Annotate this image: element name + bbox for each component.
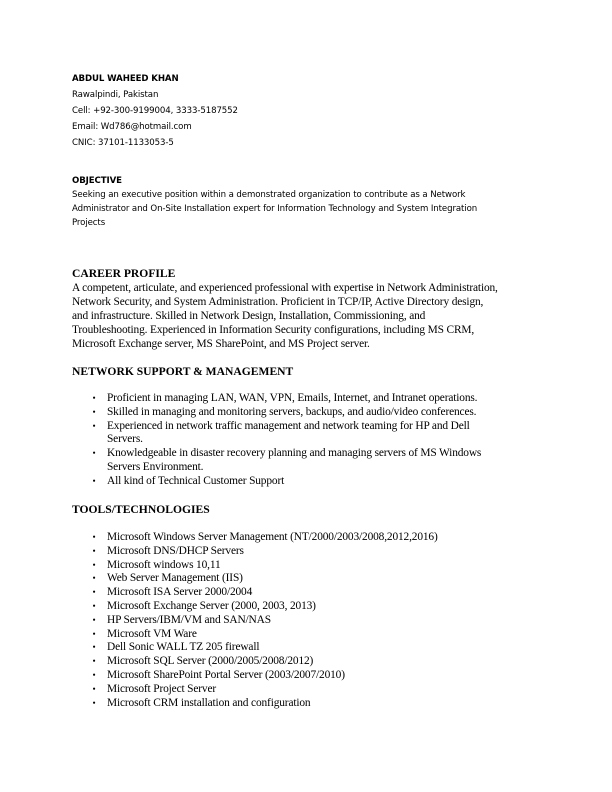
objective-heading: OBJECTIVE	[72, 176, 122, 186]
list-item-text: Web Server Management (IIS)	[107, 572, 243, 585]
list-item	[72, 614, 542, 628]
objective-line: Administrator and On-Site Installation expert for Information Technology and System Integration	[72, 204, 478, 214]
list-item-text: Skilled in managing and monitoring servers, backups, and audio/video conferences.	[107, 405, 477, 418]
bullet-icon: •	[92, 669, 96, 680]
tools-technologies-list	[72, 531, 542, 710]
bullet-icon: •	[92, 532, 96, 542]
tools-technologies-heading: TOOLS/TECHNOLOGIES	[72, 503, 210, 516]
list-item-text: Knowledgeable in disaster recovery planning and managing servers of MS Windows	[107, 447, 482, 460]
career-profile-line: Microsoft Exchange server, MS SharePoint, and MS Project server.	[72, 338, 370, 350]
career-profile-section	[72, 267, 542, 351]
list-item	[72, 559, 542, 573]
list-item	[72, 628, 542, 642]
list-item-text: Microsoft Exchange Server (2000, 2003, 2013)	[107, 599, 316, 612]
list-item	[72, 392, 542, 406]
list-item	[72, 697, 542, 711]
list-item-text: Microsoft Project Server	[107, 682, 217, 695]
list-item-text: Proficient in managing LAN, WAN, VPN, Emails, Internet, and Intranet operations.	[107, 392, 478, 404]
list-item	[72, 683, 542, 697]
bullet-icon: •	[92, 393, 96, 403]
bullet-icon: •	[92, 406, 96, 417]
career-profile-heading: CAREER PROFILE	[72, 267, 176, 280]
list-item-text-continued: Servers Environment.	[107, 460, 204, 473]
bullet-icon: •	[92, 642, 96, 653]
objective-line: Seeking an executive position within a demonstrated organization to contribute as a Network	[72, 190, 466, 200]
list-item-text: Microsoft CRM installation and configuration	[107, 696, 311, 709]
career-profile-line: and infrastructure. Skilled in Network Design, Installation, Commissioning, and	[72, 310, 426, 322]
career-profile-line: Troubleshooting. Experienced in Information Security configurations, including MS CRM,	[72, 324, 475, 336]
network-support-section	[72, 365, 542, 489]
list-item	[72, 406, 542, 420]
bullet-icon: •	[92, 628, 96, 639]
network-support-heading: NETWORK SUPPORT & MANAGEMENT	[72, 365, 294, 378]
list-item	[72, 641, 542, 655]
list-item	[72, 545, 542, 559]
cnic: CNIC: 37101-1133053-5	[72, 138, 174, 148]
list-item-text: Microsoft DNS/DHCP Servers	[107, 544, 244, 557]
list-item-text: Microsoft Windows Server Management (NT/2000/2003/2008,2012,2016)	[107, 531, 438, 543]
list-item-text: Microsoft windows 10,11	[107, 558, 221, 571]
bullet-icon: •	[92, 559, 96, 570]
list-item	[72, 600, 542, 614]
candidate-name: ABDUL WAHEED KHAN	[72, 74, 179, 84]
list-item-text: Microsoft SharePoint Portal Server (2003/2007/2010)	[107, 668, 345, 681]
bullet-icon: •	[92, 614, 96, 625]
career-profile-line: Network Security, and System Administration. Proficient in TCP/IP, Active Directory design,	[72, 296, 484, 308]
list-item-text: All kind of Technical Customer Support	[107, 474, 285, 487]
list-item	[72, 572, 542, 586]
bullet-icon: •	[92, 683, 96, 694]
list-item-text: Experienced in network traffic management and network teaming for HP and Dell	[107, 419, 470, 432]
list-item	[72, 531, 542, 545]
career-profile-line: A competent, articulate, and experienced professional with expertise in Network Administration,	[72, 282, 498, 294]
email: Email: Wd786@hotmail.com	[72, 122, 192, 132]
bullet-icon: •	[92, 587, 96, 598]
bullet-icon: •	[92, 656, 96, 667]
list-item	[72, 655, 542, 669]
network-support-list	[72, 392, 542, 489]
list-item-text-continued: Servers.	[107, 433, 143, 446]
bullet-icon: •	[92, 545, 96, 556]
list-item	[72, 447, 542, 475]
list-item-text: Microsoft ISA Server 2000/2004	[107, 586, 253, 599]
cell-phone: Cell: +92-300-9199004, 3333-5187552	[72, 106, 238, 116]
contact-block	[72, 71, 238, 151]
objective-section	[72, 175, 522, 230]
bullet-icon: •	[92, 475, 96, 486]
bullet-icon: •	[92, 697, 96, 708]
objective-line: Projects	[72, 218, 106, 228]
tools-technologies-section	[72, 503, 542, 710]
location: Rawalpindi, Pakistan	[72, 90, 159, 100]
bullet-icon: •	[92, 420, 96, 431]
bullet-icon: •	[92, 600, 96, 611]
bullet-icon: •	[92, 448, 96, 459]
list-item	[72, 475, 542, 489]
list-item-text: Microsoft VM Ware	[107, 627, 197, 640]
bullet-icon: •	[92, 573, 96, 584]
list-item	[72, 586, 542, 600]
list-item-text: HP Servers/IBM/VM and SAN/NAS	[107, 613, 271, 626]
career-profile-text	[72, 281, 542, 351]
list-item	[72, 420, 542, 448]
list-item	[72, 669, 542, 683]
list-item-text: Microsoft SQL Server (2000/2005/2008/2012)	[107, 655, 314, 668]
list-item-text: Dell Sonic WALL TZ 205 firewall	[107, 641, 260, 654]
